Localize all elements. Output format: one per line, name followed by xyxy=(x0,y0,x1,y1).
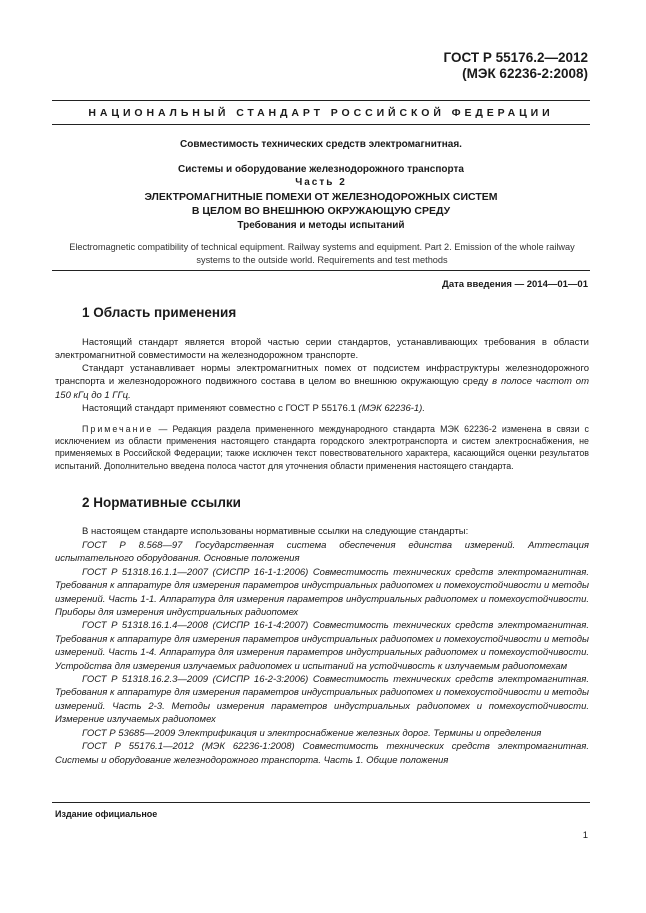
references-list xyxy=(55,539,589,767)
page-number: 1 xyxy=(582,830,588,841)
standard-number-block xyxy=(444,50,588,82)
reference-item: ГОСТ Р 51318.16.1.1—2007 (СИСПР 16-1-1:2006) Совместимость технических средств электромагнитная. Требования к аппаратуре для измерения параметров индустриальных радиопомех и помехоустойчивости и методы измерений. Часть 1-1. Аппаратура для измерения параметров индустриальных радиопомех и помехоустойчивости. Приборы для измерения индустриальных радиопомех xyxy=(55,566,589,619)
section-1-heading: 1 Область применения xyxy=(82,305,237,320)
introduction-date: Дата введения — 2014—01—01 xyxy=(442,279,588,290)
paragraph-3-text: Настоящий стандарт применяют совместно с ГОСТ Р 55176.1 xyxy=(82,403,359,414)
title-part: Часть 2 xyxy=(295,177,347,188)
section-1-paragraph-2 xyxy=(55,362,589,402)
paragraph-2-text: Стандарт устанавливает нормы электромагнитных помех от подсистем инфраструктуры железнодорожного транспорта и железнодорожного подвижного состава в целом во внешнюю окружающую среду xyxy=(55,363,589,388)
iec-number: (МЭК 62236-2:2008) xyxy=(462,66,588,81)
reference-item: ГОСТ Р 51318.16.2.3—2009 (СИСПР 16-2-3:2006) Совместимость технических средств электромагнитная. Требования к аппаратуре для измерения параметров индустриальных радиопомех и помехоустойчивости и методы измерений. Часть 2-3. Методы измерения параметров индустриальных радиопомех и помехоустойчивости. Измерение излучаемых радиопомех xyxy=(55,674,589,726)
title-line-2: Системы и оборудование железнодорожного транспорта xyxy=(178,164,464,175)
paragraph-3-iec-ref: (МЭК 62236-1). xyxy=(358,403,425,414)
english-title: Electromagnetic compatibility of technical equipment. Railway systems and equipment. Part 2. Emission of the whole railway systems to the outside world. Requirements and test methods xyxy=(69,242,575,265)
banner-bottom-rule xyxy=(52,124,590,125)
title-main-line-1: ЭЛЕКТРОМАГНИТНЫЕ ПОМЕХИ ОТ ЖЕЛЕЗНОДОРОЖНЫХ СИСТЕМ xyxy=(144,191,498,203)
title-main-line-2: В ЦЕЛОМ ВО ВНЕШНЮЮ ОКРУЖАЮЩУЮ СРЕДУ xyxy=(191,205,451,217)
title-bottom-rule xyxy=(52,270,590,271)
section-2-intro: В настоящем стандарте использованы нормативные ссылки на следующие стандарты: xyxy=(82,526,469,537)
reference-item: ГОСТ Р 53685—2009 Электрификация и электроснабжение железных дорог. Термины и определения xyxy=(82,727,542,739)
official-edition-label: Издание официальное xyxy=(55,809,158,819)
section-1-note xyxy=(55,423,589,472)
note-label: Примечание xyxy=(82,424,154,434)
reference-item: ГОСТ Р 55176.1—2012 (МЭК 62236-1:2008) Совместимость технических средств электромагнитная. Системы и оборудование железнодорожного транспорта. Часть 1. Общие положения xyxy=(55,741,589,766)
reference-item: ГОСТ Р 8.568—97 Государственная система обеспечения единства измерений. Аттестация испытательного оборудования. Основные положения xyxy=(55,540,589,565)
section-2-heading: 2 Нормативные ссылки xyxy=(82,495,241,510)
section-1-paragraph-3 xyxy=(55,402,589,415)
title-subtitle: Требования и методы испытаний xyxy=(237,220,405,231)
reference-item: ГОСТ Р 51318.16.1.4—2008 (СИСПР 16-1-4:2007) Совместимость технических средств электромагнитная. Требования к аппаратуре для измерения параметров индустриальных радиопомех и помехоустойчивости и методы измерений. Часть 1-4. Аппаратура для измерения параметров индустриальных радиопомех и помехоустойчивости. Устройства для измерения излучаемых радиопомех и испытаний на устойчивость к излучаемым радиопомехам xyxy=(55,620,589,672)
top-rule xyxy=(52,100,590,101)
note-text: — Редакция раздела примененного международного стандарта МЭК 62236-2 изменена в связи с исключением из области применения настоящего стандарта городского электротранспорта и систем электроснабжения, не применяемых в Российской Федерации; также исключен текст повествовательного характера, касающийся оценки результатов испытаний. Дополнительно введена полоса частот для уточнения области применения настоящего стандарта. xyxy=(55,424,589,471)
footer-rule xyxy=(52,802,590,803)
standard-number: ГОСТ Р 55176.2—2012 xyxy=(443,50,588,65)
section-1-paragraph-1: Настоящий стандарт является второй частью серии стандартов, устанавливающих требования в области электромагнитной совместимости на железнодорожном транспорте. xyxy=(55,337,589,362)
national-standard-banner: НАЦИОНАЛЬНЫЙ СТАНДАРТ РОССИЙСКОЙ ФЕДЕРАЦИИ xyxy=(88,107,554,119)
title-line-1: Совместимость технических средств электромагнитная. xyxy=(180,139,462,150)
paragraph-2-frequency-band: в полосе частот от 150 кГц до 1 ГГц. xyxy=(55,376,589,401)
